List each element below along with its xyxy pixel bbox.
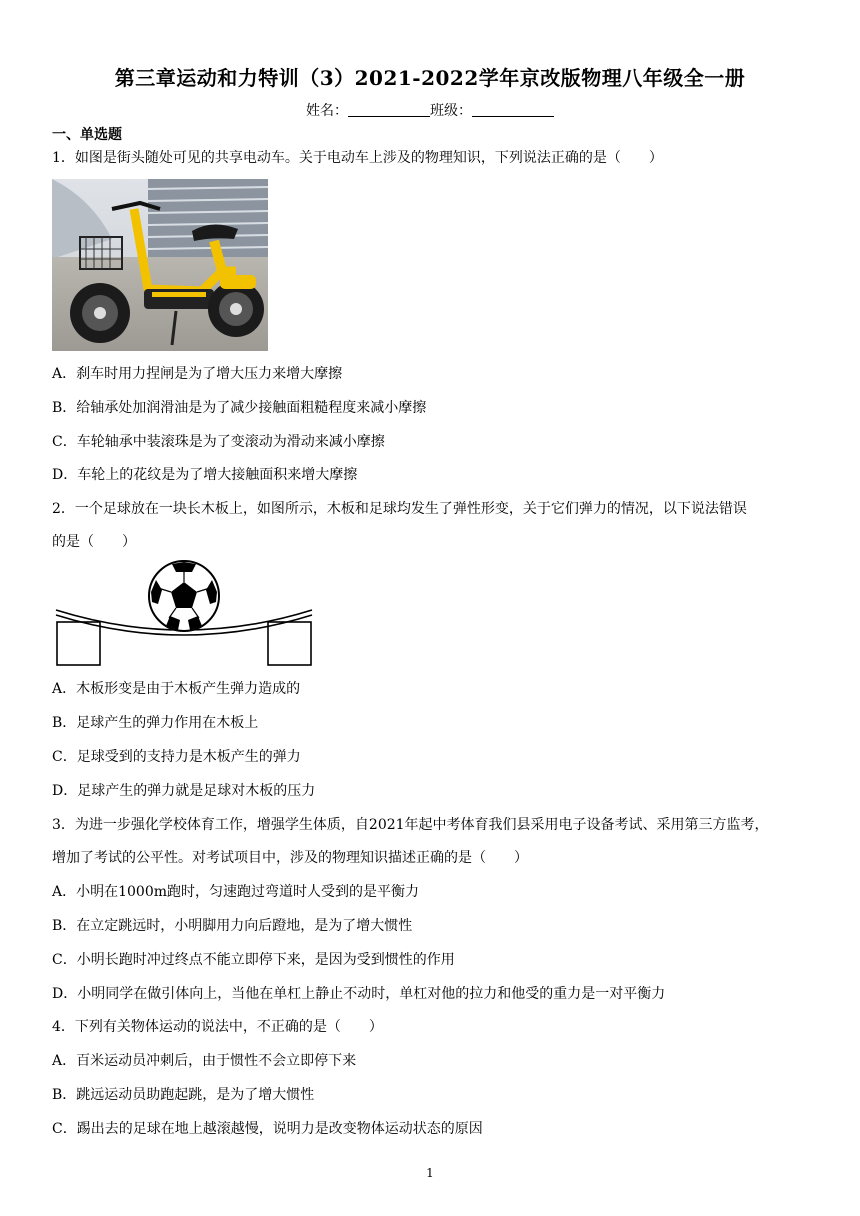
q3-option-b[interactable]: B．在立定跳远时，小明脚用力向后蹬地，是为了增大惯性 bbox=[52, 918, 413, 934]
student-info bbox=[0, 100, 860, 120]
class-blank[interactable] bbox=[472, 104, 554, 117]
q1-option-b[interactable]: B．给轴承处加润滑油是为了减少接触面粗糙程度来减小摩擦 bbox=[52, 400, 427, 416]
document-title: 第三章运动和力特训（3）2021-2022学年京改版物理八年级全一册 bbox=[114, 66, 746, 90]
question-2-stem-line2: 的是（ ） bbox=[52, 534, 136, 550]
question-3-stem-line2: 增加了考试的公平性。对考试项目中，涉及的物理知识描述正确的是（ ） bbox=[52, 850, 528, 866]
question-1-stem: 1．如图是街头随处可见的共享电动车。关于电动车上涉及的物理知识，下列说法正确的是（ ） bbox=[52, 150, 663, 166]
q2-option-d[interactable]: D．足球产生的弹力就是足球对木板的压力 bbox=[52, 783, 316, 799]
question-2-stem-line1: 2．一个足球放在一块长木板上，如图所示，木板和足球均发生了弹性形变，关于它们弹力的情况，以下说法错误 bbox=[52, 501, 747, 517]
name-blank[interactable] bbox=[348, 104, 430, 117]
q1-option-a[interactable]: A．刹车时用力捏闸是为了增大压力来增大摩擦 bbox=[52, 366, 343, 382]
q3-option-d[interactable]: D．小明同学在做引体向上，当他在单杠上静止不动时，单杠对他的拉力和他受的重力是一对平衡力 bbox=[52, 986, 666, 1002]
q4-option-b[interactable]: B．跳远运动员助跑起跳，是为了增大惯性 bbox=[52, 1087, 315, 1103]
q3-option-c[interactable]: C．小明长跑时冲过终点不能立即停下来，是因为受到惯性的作用 bbox=[52, 952, 455, 968]
section-heading: 一、单选题 bbox=[52, 127, 122, 143]
q4-option-c[interactable]: C．踢出去的足球在地上越滚越慢，说明力是改变物体运动状态的原因 bbox=[52, 1121, 483, 1137]
ebike-photo bbox=[52, 179, 268, 351]
class-label: 班级： bbox=[430, 103, 472, 119]
q1-option-c[interactable]: C．车轮轴承中装滚珠是为了变滚动为滑动来减小摩擦 bbox=[52, 434, 385, 450]
q2-option-c[interactable]: C．足球受到的支持力是木板产生的弹力 bbox=[52, 749, 301, 765]
q4-option-a[interactable]: A．百米运动员冲刺后，由于惯性不会立即停下来 bbox=[52, 1053, 357, 1069]
q2-option-a[interactable]: A．木板形变是由于木板产生弹力造成的 bbox=[52, 681, 301, 697]
name-label: 姓名： bbox=[306, 103, 348, 119]
q1-option-d[interactable]: D．车轮上的花纹是为了增大接触面积来增大摩擦 bbox=[52, 467, 358, 483]
q2-option-b[interactable]: B．足球产生的弹力作用在木板上 bbox=[52, 715, 259, 731]
question-4-stem: 4．下列有关物体运动的说法中，不正确的是（ ） bbox=[52, 1019, 383, 1035]
football-board-diagram bbox=[52, 556, 322, 670]
question-3-stem-line1: 3．为进一步强化学校体育工作，增强学生体质，自2021年起中考体育我们县采用电子设备考试、采用第三方监考， bbox=[52, 817, 769, 833]
page-number: 1 bbox=[426, 1166, 434, 1180]
q3-option-a[interactable]: A．小明在1000m跑时，匀速跑过弯道时人受到的是平衡力 bbox=[52, 884, 420, 900]
